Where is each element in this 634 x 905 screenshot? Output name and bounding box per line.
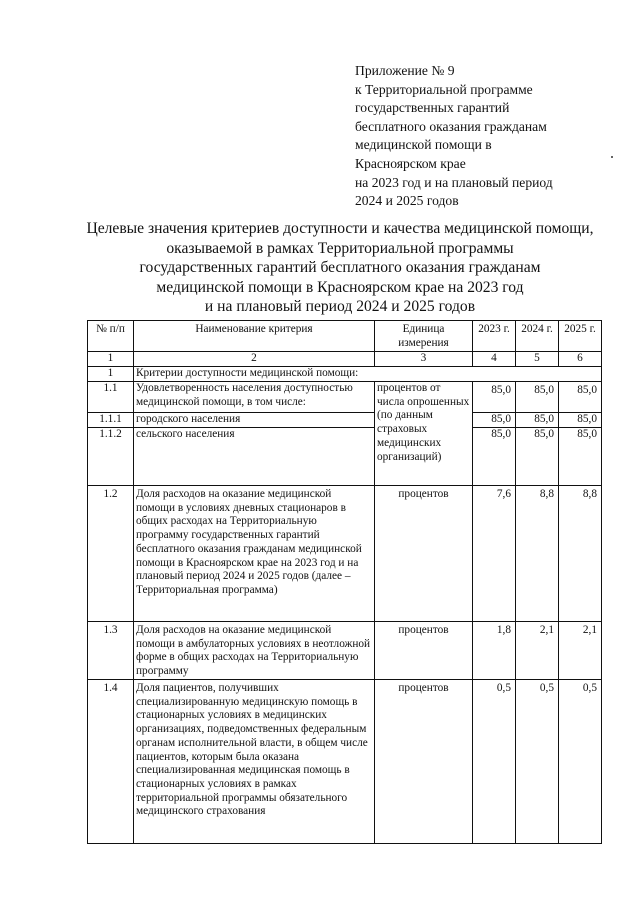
row-unit: процентов [375,680,473,844]
value-2024: 0,5 [516,680,559,844]
value-2023: 1,8 [473,622,516,680]
title-line: государственных гарантий бесплатного оказания гражданам [139,259,541,277]
row-name: Доля расходов на оказание медицинской помощи в условиях дневных стационаров в общих расходах на Территориальную программу государственных гарантий бесплатного оказания гражданам медицинской помощи в Красноярском крае на 2023 год и на плановый период 2024 и 2025 годов (далее – Территориальная программа) [134,486,375,622]
row-num: 1.1.1 [88,413,134,428]
row-num: 1.1.2 [88,428,134,486]
header-2023: 2023 г. [473,321,516,352]
appendix-header [355,62,625,211]
row-num: 1.3 [88,622,134,680]
table-row [88,680,602,844]
value-2023: 85,0 [473,428,516,486]
value-2024: 8,8 [516,486,559,622]
criteria-table [87,320,602,844]
section-num: 1 [88,367,134,382]
value-2024: 85,0 [516,428,559,486]
header-2024: 2024 г. [516,321,559,352]
row-name: Доля расходов на оказание медицинской помощи в амбулаторных условиях в неотложной форме в общих расходах на Территориальную программу [134,622,375,680]
value-2025: 8,8 [559,486,602,622]
value-2025: 2,1 [559,622,602,680]
appendix-line: на 2023 год и на плановый период [355,174,553,190]
value-2023: 85,0 [473,413,516,428]
value-2024: 85,0 [516,413,559,428]
appendix-line: государственных гарантий [355,100,510,116]
value-2025: 85,0 [559,413,602,428]
header-name: Наименование критерия [134,321,375,352]
document-title [80,219,600,317]
appendix-line: Приложение № 9 [355,63,455,78]
title-line: и на плановый период 2024 и 2025 годов [204,298,476,316]
table-row [88,428,602,486]
title-line: Целевые значения критериев доступности и качества медицинской помощи, [86,220,594,237]
row-num: 1.2 [88,486,134,622]
col-number: 2 [134,352,375,367]
row-num: 1.1 [88,382,134,413]
title-line: медицинской помощи в Красноярском крае на 2023 год [156,278,524,296]
appendix-line: 2024 и 2025 годов [355,193,459,209]
column-numbers-row [88,352,602,367]
merged-unit: процентов от числа опрошенных (по данным страховых медицинских организаций) [375,382,473,486]
table-row [88,486,602,622]
row-unit: процентов [375,622,473,680]
title-line: оказываемой в рамках Территориальной программы [166,239,514,257]
table-row [88,382,602,413]
header-2025: 2025 г. [559,321,602,352]
table-row [88,622,602,680]
col-number: 5 [516,352,559,367]
value-2025: 85,0 [559,428,602,486]
col-number: 6 [559,352,602,367]
row-name: Доля пациентов, получивших специализированную медицинскую помощь в стационарных условиях в медицинских организациях, подведомственных федеральным органам исполнительной власти, в общем числе пациентов, которым была оказана специализированная медицинская помощь в стационарных условиях в рамках территориальной программы обязательного медицинского страхования [134,680,375,844]
table-header-row [88,321,602,352]
appendix-line: бесплатного оказания гражданам [355,118,547,134]
value-2024: 2,1 [516,622,559,680]
row-name: сельского населения [134,428,375,486]
value-2024: 85,0 [516,382,559,413]
header-unit: Единица измерения [375,321,473,352]
col-number: 3 [375,352,473,367]
col-number: 4 [473,352,516,367]
section-name: Критерии доступности медицинской помощи: [134,367,602,382]
row-name: Удовлетворенность населения доступностью медицинской помощи, в том числе: [134,382,375,413]
value-2023: 0,5 [473,680,516,844]
value-2025: 0,5 [559,680,602,844]
section-row [88,367,602,382]
appendix-line: к Территориальной программе [355,81,533,97]
value-2023: 85,0 [473,382,516,413]
value-2023: 7,6 [473,486,516,622]
col-number: 1 [88,352,134,367]
row-unit: процентов [375,486,473,622]
appendix-line: медицинской помощи в [355,137,492,153]
table-row [88,413,602,428]
scan-dot [611,156,613,158]
row-name: городского населения [134,413,375,428]
appendix-line: Красноярском крае [355,155,466,171]
header-num: № п/п [88,321,134,352]
value-2025: 85,0 [559,382,602,413]
row-num: 1.4 [88,680,134,844]
